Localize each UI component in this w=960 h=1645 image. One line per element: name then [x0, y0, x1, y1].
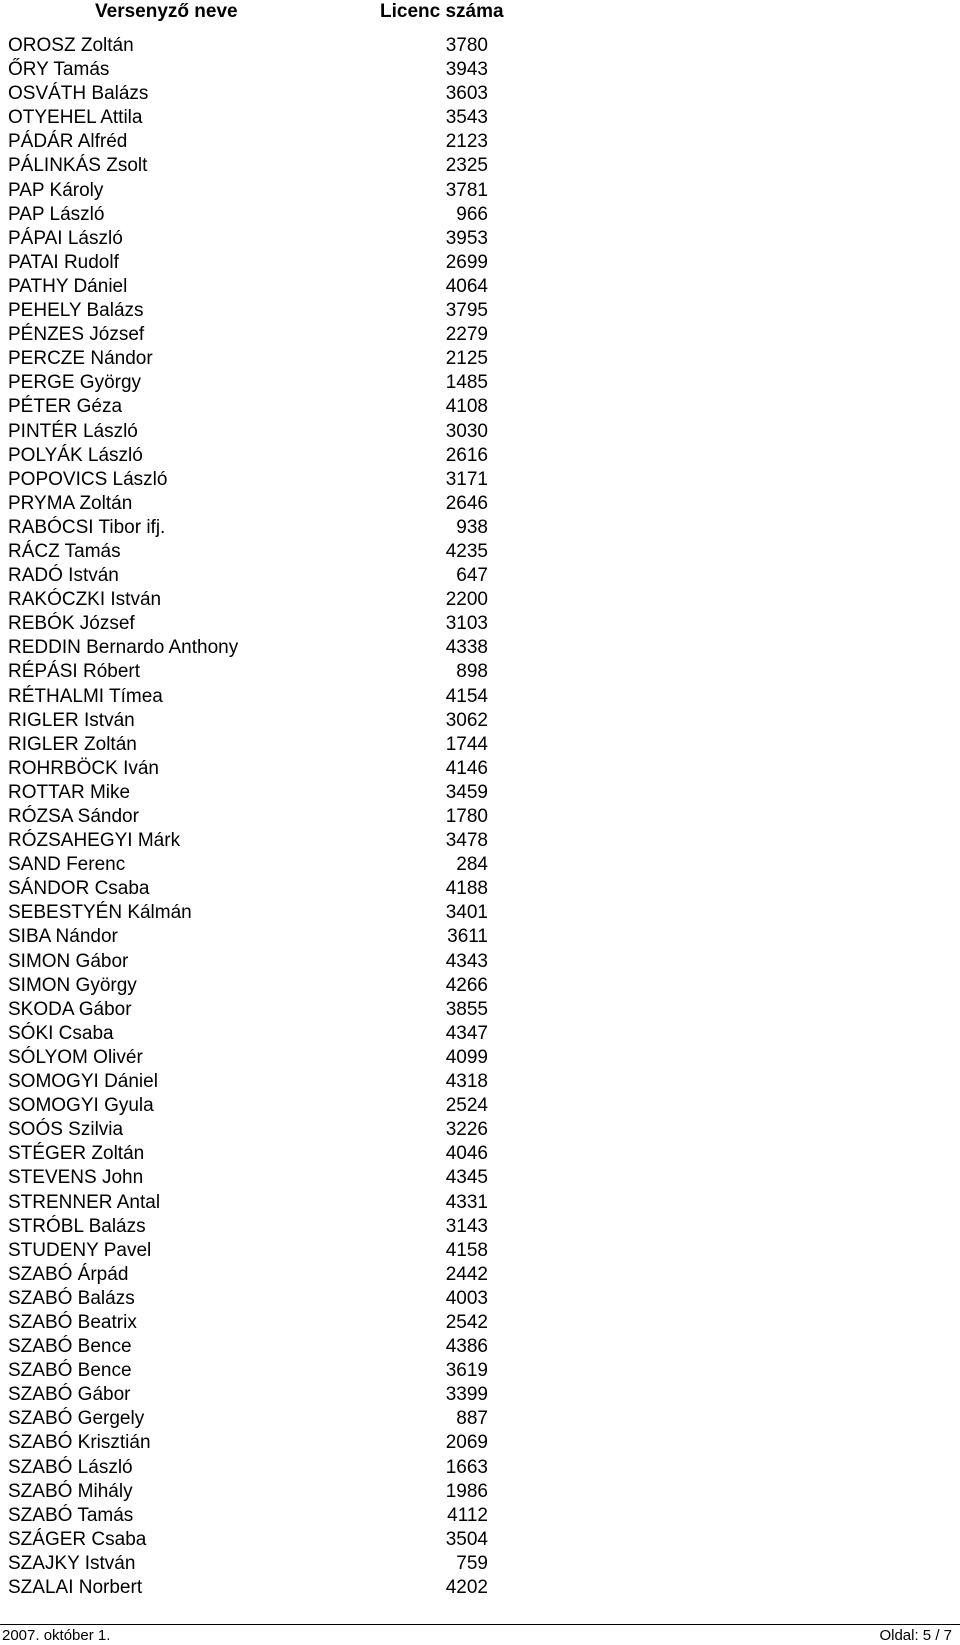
table-row: [0, 371, 520, 395]
competitor-name: SZÁGER Csaba: [8, 1528, 147, 1550]
table-row: [0, 1552, 520, 1576]
competitor-name: PÉNZES József: [8, 324, 145, 346]
competitor-name: RAKÓCZKI István: [8, 589, 162, 611]
table-row: [0, 1431, 520, 1455]
table-row: [0, 58, 520, 82]
license-number: 1485: [445, 372, 488, 394]
table-row: [0, 950, 520, 974]
competitor-name: SIMON György: [8, 974, 137, 996]
table-row: [0, 275, 520, 299]
competitor-name: POPOVICS László: [8, 468, 168, 490]
table-row: [0, 612, 520, 636]
competitor-name: PINTÉR László: [8, 420, 138, 442]
competitor-name: RIGLER Zoltán: [8, 733, 137, 755]
license-number: 2200: [445, 589, 488, 611]
competitor-name: PERGE György: [8, 372, 142, 394]
license-number: 4345: [445, 1167, 488, 1189]
table-row: [0, 877, 520, 901]
license-number: 966: [456, 203, 488, 225]
competitor-name: PÁDÁR Alfréd: [8, 131, 128, 153]
license-number: 2125: [445, 348, 488, 370]
license-number: 4266: [445, 974, 488, 996]
table-row: [0, 251, 520, 275]
license-number: 3143: [445, 1215, 488, 1237]
table-row: [0, 395, 520, 419]
competitor-name: PATAI Rudolf: [8, 251, 119, 273]
license-number: 284: [456, 854, 488, 876]
competitor-name: SKODA Gábor: [8, 998, 132, 1020]
competitor-name: SÓLYOM Olivér: [8, 1046, 143, 1068]
table-row: [0, 299, 520, 323]
table-row: [0, 829, 520, 853]
table-row: [0, 540, 520, 564]
license-number: 3855: [445, 998, 488, 1020]
table-row: [0, 1142, 520, 1166]
competitor-name: SZABÓ Bence: [8, 1360, 132, 1382]
license-number: 4386: [445, 1336, 488, 1358]
table-row: [0, 347, 520, 371]
license-number: 1986: [445, 1480, 488, 1502]
license-number: 4331: [445, 1191, 488, 1213]
competitor-name: SZABÓ Tamás: [8, 1504, 134, 1526]
table-row: [0, 901, 520, 925]
license-number: 2542: [445, 1311, 488, 1333]
license-number: 3171: [445, 468, 488, 490]
table-row: [0, 1383, 520, 1407]
table-row: [0, 1094, 520, 1118]
license-number: 3619: [445, 1360, 488, 1382]
license-number: 938: [456, 516, 488, 538]
competitor-name: REBÓK József: [8, 613, 135, 635]
license-number: 4108: [445, 396, 488, 418]
license-number: 3226: [445, 1119, 488, 1141]
competitor-name: PRYMA Zoltán: [8, 492, 133, 514]
competitor-name: RADÓ István: [8, 565, 119, 587]
license-number: 2616: [445, 444, 488, 466]
table-header: [0, 0, 960, 24]
table-row: [0, 1359, 520, 1383]
table-row: [0, 130, 520, 154]
competitor-name: POLYÁK László: [8, 444, 143, 466]
competitor-name: SZABÓ Krisztián: [8, 1432, 151, 1454]
table-row: [0, 733, 520, 757]
table-row: [0, 444, 520, 468]
competitor-name: STÉGER Zoltán: [8, 1143, 145, 1165]
competitor-name: SOÓS Szilvia: [8, 1119, 124, 1141]
table-row: [0, 998, 520, 1022]
license-number: 1780: [445, 806, 488, 827]
table-row: [0, 709, 520, 733]
competitor-name: SZABÓ Beatrix: [8, 1311, 137, 1333]
license-number: 3781: [445, 179, 488, 201]
table-row: [0, 564, 520, 588]
competitor-name: RÉTHALMI Tímea: [8, 685, 163, 707]
table-row: [0, 154, 520, 178]
competitor-name: SIMON Gábor: [8, 950, 129, 972]
footer-divider: [0, 1624, 960, 1625]
competitor-name: ŐRY Tamás: [8, 59, 110, 81]
license-number: 1744: [445, 733, 488, 755]
license-number: 4154: [445, 685, 488, 707]
table-row: [0, 1239, 520, 1263]
table-row: [0, 420, 520, 444]
table-row: [0, 1528, 520, 1552]
table-row: [0, 227, 520, 251]
table-row: [0, 1215, 520, 1239]
competitor-name: SEBESTYÉN Kálmán: [8, 902, 192, 924]
competitor-name: PEHELY Balázs: [8, 300, 144, 322]
license-number: 2123: [445, 131, 488, 153]
license-number: 3795: [445, 300, 488, 322]
competitor-name: SOMOGYI Gyula: [8, 1095, 154, 1117]
license-number: 3953: [445, 227, 488, 249]
table-row: [0, 805, 520, 829]
competitor-name: PÁLINKÁS Zsolt: [8, 155, 148, 177]
table-row: [0, 685, 520, 709]
competitor-name: RABÓCSI Tibor ifj.: [8, 516, 166, 538]
license-number: 3399: [445, 1384, 488, 1406]
license-number: 3611: [447, 926, 488, 948]
license-number: 3030: [445, 420, 488, 442]
license-number: 3543: [445, 107, 488, 129]
license-number: 2442: [445, 1263, 488, 1285]
footer-page-number: Oldal: 5 / 7: [879, 1627, 952, 1644]
table-row: [0, 1456, 520, 1480]
table-row: [0, 492, 520, 516]
competitor-name: SZABÓ Balázs: [8, 1287, 135, 1309]
license-number: 2279: [445, 324, 488, 346]
competitor-name: SÓKI Csaba: [8, 1022, 114, 1044]
license-number: 4338: [445, 637, 488, 659]
competitor-name: PÁPAI László: [8, 227, 123, 249]
table-row: [0, 106, 520, 130]
table-row: [0, 1407, 520, 1431]
table-row: [0, 1480, 520, 1504]
competitor-name: REDDIN Bernardo Anthony: [8, 637, 239, 659]
license-number: 4158: [445, 1239, 488, 1261]
table-row: [0, 1504, 520, 1528]
table-row: [0, 468, 520, 492]
table-row: [0, 636, 520, 660]
competitor-name: ROTTAR Mike: [8, 781, 131, 803]
license-number: 4188: [445, 878, 488, 900]
table-row: [0, 974, 520, 998]
license-number: 759: [456, 1552, 488, 1574]
table-row: [0, 1070, 520, 1094]
license-number: 898: [456, 661, 488, 683]
license-number: 3062: [445, 709, 488, 731]
license-number: 887: [456, 1408, 488, 1430]
competitor-name: OSVÁTH Balázs: [8, 83, 149, 105]
table-row: [0, 1287, 520, 1311]
license-number: 3943: [445, 59, 488, 81]
table-row: [0, 82, 520, 106]
competitor-name: STRÓBL Balázs: [8, 1215, 146, 1237]
table-row: [0, 516, 520, 540]
license-number: 3504: [445, 1528, 488, 1550]
table-row: [0, 1191, 520, 1215]
table-row: [0, 781, 520, 805]
license-number: 4146: [445, 757, 488, 779]
competitor-name: RÁCZ Tamás: [8, 540, 121, 562]
competitor-name: OROSZ Zoltán: [8, 35, 134, 56]
license-number: 4046: [445, 1143, 488, 1165]
competitor-name: PERCZE Nándor: [8, 348, 153, 370]
table-row: [0, 925, 520, 949]
license-number: 3401: [445, 902, 488, 924]
license-number: 3103: [445, 613, 488, 635]
license-number: 4064: [445, 275, 488, 297]
competitor-list: [0, 34, 520, 1600]
competitor-name: PAP László: [8, 203, 105, 225]
table-row: [0, 853, 520, 877]
license-number: 4343: [445, 950, 488, 972]
column-header-license: Licenc száma: [380, 1, 504, 22]
table-row: [0, 1022, 520, 1046]
table-row: [0, 1335, 520, 1359]
column-header-name: Versenyző neve: [95, 1, 238, 22]
competitor-name: PATHY Dániel: [8, 275, 128, 297]
competitor-name: SZABÓ Gábor: [8, 1384, 131, 1406]
competitor-name: SZABÓ Árpád: [8, 1263, 129, 1285]
license-number: 4318: [445, 1071, 488, 1093]
license-number: 3478: [445, 830, 488, 852]
license-number: 4112: [447, 1504, 488, 1526]
competitor-name: SZABÓ Gergely: [8, 1408, 145, 1430]
competitor-name: SZALAI Norbert: [8, 1577, 143, 1598]
license-number: 3459: [445, 781, 488, 803]
competitor-name: SZAJKY István: [8, 1552, 136, 1574]
table-row: [0, 588, 520, 612]
table-row: [0, 1118, 520, 1142]
license-number: 4099: [445, 1046, 488, 1068]
table-row: [0, 179, 520, 203]
license-number: 3780: [445, 35, 488, 56]
competitor-name: STUDENY Pavel: [8, 1239, 152, 1261]
table-row: [0, 660, 520, 684]
competitor-name: SZABÓ Mihály: [8, 1480, 133, 1502]
table-row: [0, 1576, 520, 1600]
license-number: 4235: [445, 540, 488, 562]
competitor-name: RIGLER István: [8, 709, 135, 731]
license-number: 2325: [445, 155, 488, 177]
competitor-name: SIBA Nándor: [8, 926, 118, 948]
table-row: [0, 1166, 520, 1190]
competitor-name: SZABÓ Bence: [8, 1336, 132, 1358]
table-row: [0, 203, 520, 227]
competitor-name: SÁNDOR Csaba: [8, 878, 150, 900]
competitor-name: OTYEHEL Attila: [8, 107, 143, 129]
competitor-name: PAP Károly: [8, 179, 104, 201]
table-row: [0, 1046, 520, 1070]
competitor-name: SAND Ferenc: [8, 854, 126, 876]
license-number: 647: [456, 565, 488, 587]
license-number: 2646: [445, 492, 488, 514]
license-number: 1663: [445, 1456, 488, 1478]
competitor-name: STRENNER Antal: [8, 1191, 161, 1213]
license-number: 2699: [445, 251, 488, 273]
competitor-name: RÓZSAHEGYI Márk: [8, 830, 181, 852]
license-number: 4003: [445, 1287, 488, 1309]
competitor-name: PÉTER Géza: [8, 396, 123, 418]
footer-date: 2007. október 1.: [2, 1627, 111, 1644]
competitor-name: SOMOGYI Dániel: [8, 1071, 158, 1093]
competitor-name: ROHRBÖCK Iván: [8, 757, 159, 779]
license-number: 2524: [445, 1095, 488, 1117]
table-row: [0, 323, 520, 347]
competitor-name: RÓZSA Sándor: [8, 806, 139, 827]
table-row: [0, 1311, 520, 1335]
competitor-name: RÉPÁSI Róbert: [8, 661, 140, 683]
competitor-name: SZABÓ László: [8, 1456, 133, 1478]
license-number: 3603: [445, 83, 488, 105]
table-row: [0, 34, 520, 58]
competitor-name: STEVENS John: [8, 1167, 144, 1189]
license-number: 2069: [445, 1432, 488, 1454]
table-row: [0, 1263, 520, 1287]
license-number: 4347: [445, 1022, 488, 1044]
license-number: 4202: [445, 1577, 488, 1598]
table-row: [0, 757, 520, 781]
